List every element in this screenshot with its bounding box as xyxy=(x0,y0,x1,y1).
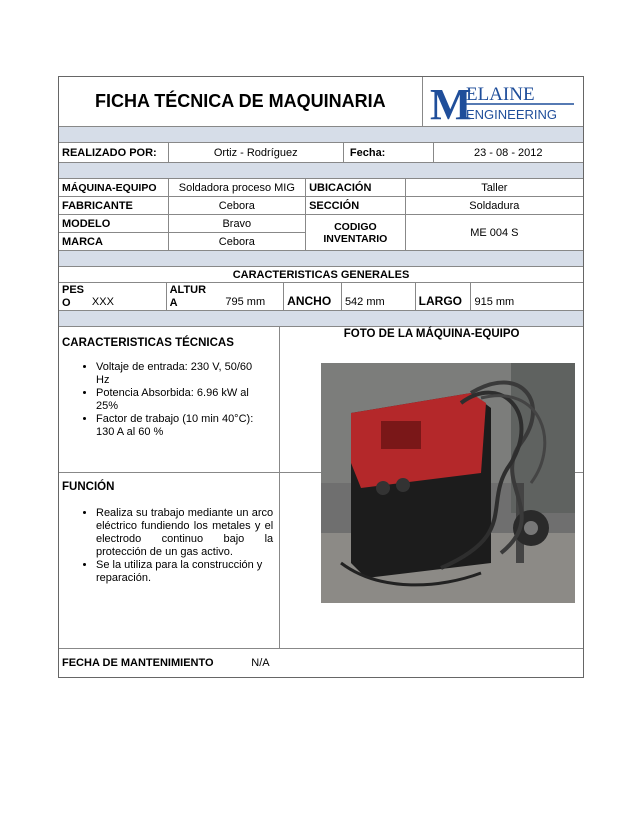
function-item: • Se la utiliza para la construcción y reparación. xyxy=(96,559,276,585)
realizado-value: Ortiz - Rodríguez xyxy=(169,143,344,162)
largo-label: LARGO xyxy=(416,283,472,310)
realizado-label: REALIZADO POR: xyxy=(59,143,169,162)
modelo-value: Bravo xyxy=(169,215,305,233)
ubicacion-label: UBICACIÓN xyxy=(306,179,406,196)
codigo-label-line-2: INVENTARIO xyxy=(323,232,388,245)
modelo-marca-labels xyxy=(59,215,169,250)
technical-section xyxy=(59,327,280,472)
report-row xyxy=(59,143,583,163)
logo-bottom-text: ENGINEERING xyxy=(465,106,557,122)
logo-top-text: ELAINE xyxy=(465,83,535,105)
ancho-value: 542 mm xyxy=(342,283,416,310)
altura-value: 795 mm xyxy=(222,283,284,310)
altura-label-line-2: A xyxy=(169,296,178,309)
technical-item: • Potencia Absorbida: 6.96 kW al 25% xyxy=(96,387,276,413)
technical-sheet xyxy=(58,76,584,678)
technical-item: • Voltaje de entrada: 230 V, 50/60 Hz xyxy=(96,361,276,387)
fecha-value: 23 - 08 - 2012 xyxy=(474,146,543,159)
peso-label-line-2: O xyxy=(62,296,71,309)
ubicacion-value: Taller xyxy=(481,181,508,194)
fabricante-label: FABRICANTE xyxy=(59,197,169,214)
seccion-value: Soldadura xyxy=(469,199,520,212)
photo-title: FOTO DE LA MÁQUINA-EQUIPO xyxy=(343,328,520,340)
peso-value: XXX xyxy=(89,283,167,310)
modelo-marca-values xyxy=(169,215,306,250)
machine-row-3 xyxy=(59,215,583,251)
codigo-label xyxy=(306,215,406,250)
largo-value: 915 mm xyxy=(474,296,515,308)
machine-row-1 xyxy=(59,179,583,197)
separator-band xyxy=(59,311,583,327)
codigo-label-line-1: CODIGO xyxy=(334,220,377,233)
equipo-value: Soldadora proceso MIG xyxy=(169,179,306,196)
dimensions-row xyxy=(59,283,583,311)
general-title-row xyxy=(59,267,583,283)
function-item: • Realiza su trabajo mediante un arco eléctrico fundiendo los metales y el electrodo continuo bajo la protección de un gas activo. xyxy=(96,507,276,559)
modelo-label: MODELO xyxy=(59,215,168,233)
maintenance-label: FECHA DE MANTENIMIENTO xyxy=(62,657,214,669)
machine-row-2 xyxy=(59,197,583,215)
seccion-label: SECCIÓN xyxy=(306,197,406,214)
separator-band xyxy=(59,127,583,143)
fecha-label: Fecha: xyxy=(344,143,434,162)
separator-band xyxy=(59,163,583,179)
equipo-label: MÁQUINA-EQUIPO xyxy=(59,179,169,196)
peso-label xyxy=(59,283,89,310)
peso-label-line-1: PES xyxy=(62,283,85,296)
marca-label: MARCA xyxy=(62,235,103,248)
ancho-label: ANCHO xyxy=(284,283,342,310)
function-section xyxy=(59,473,280,648)
function-title: FUNCIÓN xyxy=(62,481,115,493)
maintenance-row xyxy=(59,649,583,677)
welder-photo xyxy=(321,363,575,603)
codigo-value: ME 004 S xyxy=(470,226,519,239)
sheet-title: FICHA TÉCNICA DE MAQUINARIA xyxy=(59,77,423,126)
header-row xyxy=(59,77,583,127)
altura-label xyxy=(167,283,223,310)
fabricante-value: Cebora xyxy=(169,197,306,214)
technical-title: CARACTERISTICAS TÉCNICAS xyxy=(62,337,234,349)
company-logo xyxy=(423,77,583,126)
maintenance-value: N/A xyxy=(251,657,270,669)
altura-label-line-1: ALTUR xyxy=(169,283,207,296)
general-title: CARACTERISTICAS GENERALES xyxy=(232,268,410,281)
logo-letter: M xyxy=(429,79,472,124)
function-list xyxy=(62,507,276,585)
melaine-logo-icon xyxy=(428,80,578,124)
marca-value: Cebora xyxy=(218,235,255,248)
technical-item: • Factor de trabajo (10 min 40°C): 130 A al 60 % xyxy=(96,413,276,439)
technical-list xyxy=(62,361,276,439)
separator-band xyxy=(59,251,583,267)
